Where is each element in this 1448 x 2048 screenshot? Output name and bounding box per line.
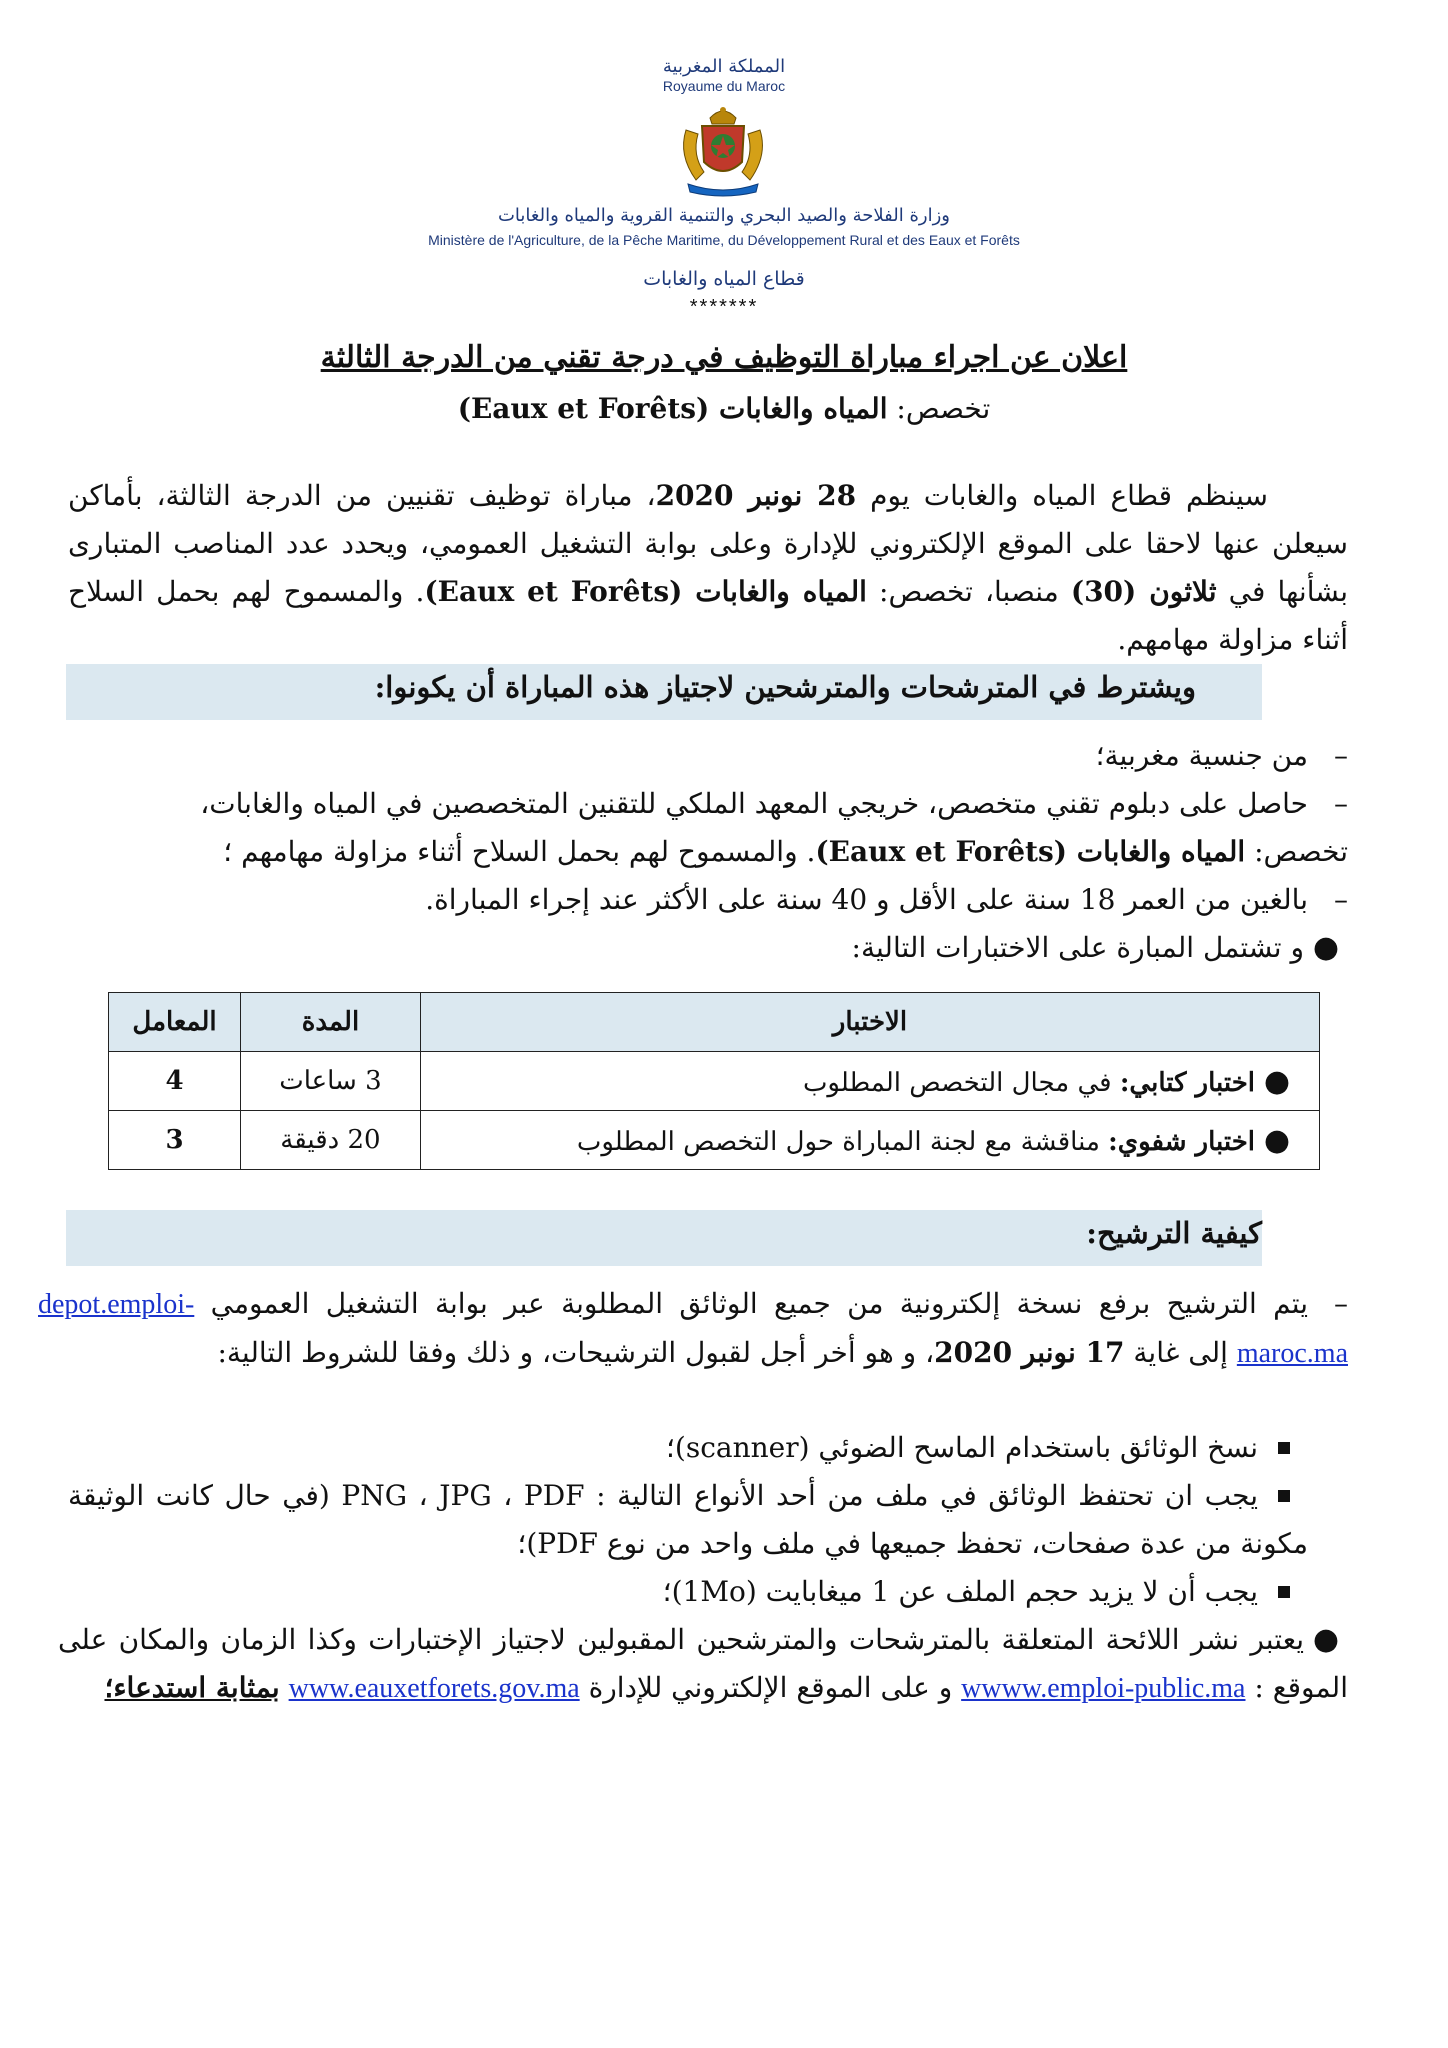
competition-date: 28 نونبر 2020 (655, 479, 857, 512)
bullet-marker: ● (1263, 1063, 1291, 1099)
announcement-subtitle (0, 392, 1448, 425)
square-bullet-icon (1278, 1490, 1290, 1502)
exams-intro-text: و تشتمل المبارة على الاختبارات التالية: (851, 931, 1304, 964)
application-heading: كيفية الترشيح: (1086, 1216, 1262, 1250)
intro-paragraph (68, 472, 1348, 664)
intro-text-2: ، مباراة توظيف تقنيين من الدرجة الثالثة، بأماكن سيعلن عنها لاحقا على الموقع الإلكتروني للإدارة وعلى بوابة التشغيل العمومي، ويحدد عدد المناصب المتبارى بشأنها في (68, 479, 1349, 608)
table-row (109, 1052, 1320, 1111)
notice-text-2: و على الموقع الإلكتروني للإدارة (588, 1671, 953, 1704)
table-row (109, 1111, 1320, 1170)
requirement-text: يجب ان تحتفظ الوثائق في ملف من أحد الأنواع التالية : PNG ، JPG ، PDF (في حال كانت الوثيقة مكونة من عدة صفحات، تحفظ جميعها في ملف واحد من نوع PDF)؛ (68, 1479, 1308, 1560)
application-text-2: إلى غاية (1133, 1336, 1228, 1369)
positions-count: ثلاثون (30) (1070, 575, 1217, 608)
ministry-name-ar: وزارة الفلاحة والصيد البحري والتنمية القروية والمياه والغابات (497, 205, 950, 226)
exam-name: اختبار شفوي: (1108, 1126, 1255, 1157)
condition-specialty: المياه والغابات (Eaux et Forêts) (815, 835, 1246, 868)
square-bullet-icon (1278, 1586, 1290, 1598)
exam-name: اختبار كتابي: (1119, 1067, 1255, 1098)
intro-text-1: سينظم قطاع المياه والغابات يوم (870, 479, 1269, 512)
emploi-public-link[interactable]: wwww.emploi-public.ma (961, 1673, 1246, 1704)
exam-coefficient: 4 (109, 1052, 241, 1111)
condition-text: من جنسية مغربية؛ (1095, 739, 1308, 772)
notice-text-3: بمثابة استدعاء؛ (104, 1671, 280, 1704)
exam-test-cell (420, 1111, 1319, 1170)
exam-test-cell (420, 1052, 1319, 1111)
requirement-size (108, 1568, 1308, 1616)
exam-duration: 20 دقيقة (241, 1111, 421, 1170)
requirement-text: يجب أن لا يزيد حجم الملف عن 1 ميغابايت (1Mo)؛ (662, 1575, 1258, 1608)
royal-coat-of-arms-icon (668, 100, 778, 200)
intro-text-4: . والمسموح لهم بحمل السلاح أثناء مزاولة مهامهم. (68, 575, 1348, 656)
eauxetforets-link[interactable]: www.eauxetforets.gov.ma (288, 1673, 580, 1704)
kingdom-name-fr: Royaume du Maroc (662, 78, 786, 94)
application-heading-band (66, 1210, 1262, 1266)
notice-text-1: يعتبر نشر اللائحة المتعلقة بالمترشحات والمترشحين المقبولين لاجتياز الإختبارات وكذا الزمان والمكان على الموقع : (58, 1623, 1348, 1704)
separator-stars: ******* (689, 296, 759, 318)
dash-marker: – (1334, 787, 1348, 820)
exam-duration: 3 ساعات (241, 1052, 421, 1111)
ministry-name-fr: Ministère de l'Agriculture, de la Pêche Maritime, du Développement Rural et des Eaux et Forêts (428, 232, 1020, 248)
depot-emploi-link[interactable]: depot.emploi-maroc.ma (38, 1289, 1348, 1369)
exam-description: في مجال التخصص المطلوب (802, 1067, 1112, 1098)
conditions-heading: ويشترط في المترشحات والمترشحين لاجتياز هذه المباراة أن يكونوا: (374, 670, 1196, 704)
application-deadline: 17 نونبر 2020 (934, 1336, 1125, 1369)
subtitle-value: المياه والغابات (Eaux et Forêts) (457, 392, 888, 425)
requirement-text: نسخ الوثائق باستخدام الماسح الضوئي (scanner)؛ (666, 1431, 1258, 1464)
dash-marker: – (1334, 883, 1348, 916)
intro-specialty: المياه والغابات (Eaux et Forêts) (424, 575, 867, 608)
condition-item-nationality (108, 732, 1348, 780)
dash-marker: – (1334, 1287, 1348, 1320)
exam-description: مناقشة مع لجنة المباراة حول التخصص المطلوب (576, 1126, 1100, 1157)
exams-intro (108, 924, 1348, 972)
requirement-scanner (108, 1424, 1308, 1472)
intro-text-3: منصبا، تخصص: (879, 575, 1059, 608)
exam-coefficient: 3 (109, 1111, 241, 1170)
application-paragraph (38, 1280, 1348, 1378)
condition-text: حاصل على دبلوم تقني متخصص، خريجي المعهد الملكي للتقنين المتخصصين في المياه والغابات، تخصص: (200, 787, 1348, 868)
subtitle-label: تخصص: (896, 392, 991, 425)
bullet-marker: ● (1312, 930, 1340, 965)
bullet-marker: ● (1312, 1622, 1340, 1657)
header-coefficient: المعامل (109, 993, 241, 1052)
sector-name: قطاع المياه والغابات (643, 268, 805, 290)
kingdom-name-ar: المملكة المغربية (662, 56, 786, 77)
square-bullet-icon (1278, 1442, 1290, 1454)
application-text-1: يتم الترشيح برفع نسخة إلكترونية من جميع الوثائق المطلوبة عبر بوابة التشغيل العمومي (210, 1287, 1308, 1320)
application-text-3: ، و هو أخر أجل لقبول الترشيحات، و ذلك وفقا للشروط التالية: (217, 1336, 935, 1369)
dash-marker: – (1334, 739, 1348, 772)
header-test: الاختبار (420, 993, 1319, 1052)
requirement-format (68, 1472, 1308, 1568)
publication-notice (58, 1616, 1348, 1713)
bullet-marker: ● (1263, 1122, 1291, 1158)
condition-text: بالغين من العمر 18 سنة على الأقل و 40 سنة على الأكثر عند إجراء المباراة. (425, 883, 1308, 916)
exam-table (108, 992, 1320, 1170)
condition-item-diploma (108, 780, 1348, 876)
conditions-heading-band (66, 664, 1262, 720)
condition-item-age (108, 876, 1348, 924)
announcement-title: اعلان عن اجراء مباراة التوظيف في درجة تقني من الدرجة الثالثة (320, 340, 1128, 375)
header-duration: المدة (241, 993, 421, 1052)
condition-text-end: . والمسموح لهم بحمل السلاح أثناء مزاولة مهامهم ؛ (223, 835, 816, 868)
exam-table-header (109, 993, 1320, 1052)
